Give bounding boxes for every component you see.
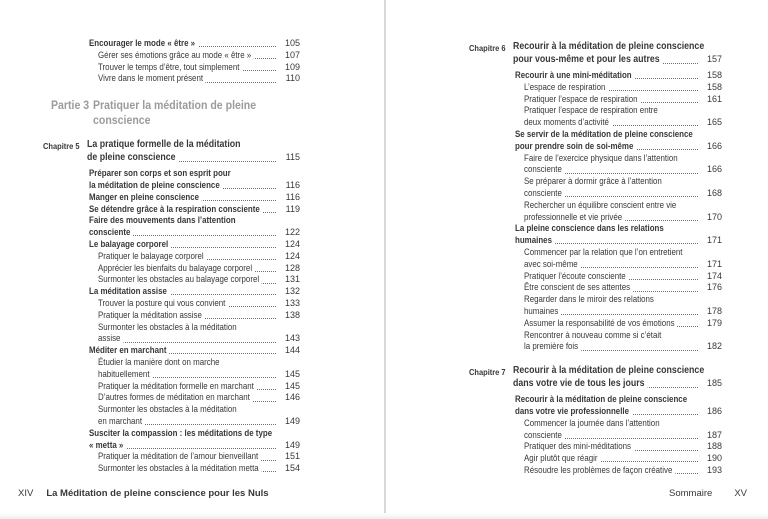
toc-line — [89, 204, 300, 216]
toc-line — [89, 192, 300, 204]
entry-text: humaines — [524, 306, 561, 318]
toc-line — [524, 153, 722, 165]
page-number: 131 — [282, 274, 300, 286]
toc-entry — [43, 215, 300, 239]
toc-right-column — [469, 40, 722, 477]
toc-entry — [469, 153, 722, 177]
toc-line — [524, 465, 722, 477]
page-number: 171 — [704, 235, 722, 247]
toc-entry — [469, 82, 722, 94]
toc-line — [89, 239, 300, 251]
entry-text: Commencer la journée dans l’attention — [524, 418, 662, 430]
toc-line — [89, 286, 300, 298]
toc-entry — [43, 73, 300, 85]
toc-entry — [43, 204, 300, 216]
page-number: 154 — [282, 463, 300, 475]
entry-text: Trouver la posture qui vous convient — [98, 298, 228, 310]
toc-line — [98, 463, 300, 475]
toc-line — [98, 62, 300, 74]
toc-entry — [43, 38, 300, 50]
page-number: 168 — [704, 188, 722, 200]
toc-entry — [469, 441, 722, 453]
entry-text: assise — [98, 333, 123, 345]
toc-line — [524, 105, 722, 117]
entry-text: L’espace de respiration — [524, 82, 608, 94]
toc-line — [98, 298, 300, 310]
entry-text: pour vous-même et pour les autres — [513, 53, 662, 66]
page-right — [384, 0, 768, 519]
toc-entry — [43, 322, 300, 346]
toc-line — [98, 310, 300, 322]
entry-text: consciente — [524, 188, 565, 200]
entry-text: Manger en pleine conscience — [89, 192, 202, 204]
footer-right — [669, 488, 747, 499]
entry-text: Gérer ses émotions grâce au mode « être » — [98, 50, 254, 62]
entry-text: Le balayage corporel — [89, 239, 171, 251]
page-number: 122 — [282, 227, 300, 239]
toc-line — [98, 451, 300, 463]
toc-line — [98, 50, 300, 62]
toc-entry — [43, 62, 300, 74]
toc-line — [89, 215, 300, 227]
entry-text: consciente — [89, 227, 133, 239]
toc-left-column — [43, 38, 300, 475]
toc-entry — [43, 50, 300, 62]
page-number: 124 — [282, 239, 300, 251]
toc-line — [87, 151, 300, 164]
toc-entry — [469, 70, 722, 82]
page-number: 145 — [282, 369, 300, 381]
page-number: 185 — [704, 377, 722, 390]
page-number: 132 — [282, 286, 300, 298]
toc-line — [524, 330, 722, 342]
entry-text: professionnelle et vie privée — [524, 212, 625, 224]
running-book-title: La Méditation de pleine conscience pour les Nuls — [46, 488, 269, 499]
toc-line — [515, 70, 722, 82]
toc-line — [515, 406, 722, 418]
toc-entry — [469, 271, 722, 283]
chapter-heading — [469, 40, 722, 66]
page-number: 110 — [283, 73, 300, 85]
page-number: 124 — [282, 251, 300, 263]
toc-entry — [43, 451, 300, 463]
entry-text: La méditation assise — [89, 286, 170, 298]
toc-line — [524, 341, 722, 353]
running-section-label: Sommaire — [669, 488, 713, 499]
toc-line — [98, 322, 300, 334]
toc-line — [98, 416, 300, 428]
toc-line — [87, 138, 300, 151]
page-number: 116 — [283, 192, 300, 204]
entry-text: Recourir à la méditation de pleine conscience — [513, 40, 707, 53]
toc-entry — [43, 298, 300, 310]
page-number: 158 — [704, 70, 722, 82]
toc-line — [98, 333, 300, 345]
page-number: 179 — [704, 318, 722, 330]
page-number: 128 — [282, 263, 300, 275]
entry-text: Pratiquer des mini-méditations — [524, 441, 634, 453]
toc-entry — [469, 394, 722, 418]
page-number: 193 — [704, 465, 722, 477]
entry-text: Pratiquer l’espace de respiration — [524, 94, 640, 106]
entry-text: Méditer en marchant — [89, 345, 169, 357]
entry-text: Se détendre grâce à la respiration consciente — [89, 204, 262, 216]
toc-entry — [43, 428, 300, 452]
page-number: 145 — [282, 381, 300, 393]
page-number: 174 — [704, 271, 722, 283]
toc-line — [524, 418, 722, 430]
toc-line — [524, 306, 722, 318]
toc-line — [513, 364, 722, 377]
toc-line — [524, 271, 722, 283]
page-number: 190 — [704, 453, 722, 465]
page-number: 166 — [704, 141, 722, 153]
entry-text: Faire de l’exercice physique dans l’attention — [524, 153, 680, 165]
toc-line — [89, 440, 300, 452]
entry-text: Surmonter les obstacles à la méditation — [98, 404, 239, 416]
page-number: 144 — [282, 345, 300, 357]
page-number: 157 — [704, 53, 722, 66]
page-number: 178 — [704, 306, 722, 318]
toc-entry — [43, 274, 300, 286]
toc-entry — [43, 251, 300, 263]
toc-line — [98, 251, 300, 263]
toc-line — [524, 200, 722, 212]
page-number: 107 — [282, 50, 300, 62]
page-number: 119 — [283, 204, 300, 216]
toc-line — [98, 73, 300, 85]
page-number: 187 — [704, 430, 722, 442]
entry-text: D’autres formes de méditation en marchant — [98, 392, 253, 404]
entry-text: pour prendre soin de soi-même — [515, 141, 636, 153]
toc-entry — [43, 404, 300, 428]
toc-line — [513, 377, 722, 390]
page-number: 116 — [283, 180, 300, 192]
toc-line — [93, 98, 300, 113]
toc-entry — [469, 418, 722, 442]
toc-entry — [469, 129, 722, 153]
toc-line — [524, 259, 722, 271]
toc-line — [515, 223, 722, 235]
toc-line — [524, 430, 722, 442]
page-bottom-shade — [0, 513, 768, 519]
page-number: 115 — [283, 151, 300, 164]
entry-text: Recourir à la méditation de pleine conscience — [515, 394, 690, 406]
toc-line — [524, 176, 722, 188]
entry-text: Vivre dans le moment présent — [98, 73, 206, 85]
toc-entry — [43, 357, 300, 381]
toc-line — [98, 369, 300, 381]
footer-left — [18, 488, 269, 499]
entry-text: habituellement — [98, 369, 152, 381]
toc-line — [89, 168, 300, 180]
entry-text: Surmonter les obstacles à la méditation metta — [98, 463, 261, 475]
entry-text: Surmonter les obstacles au balayage corporel — [98, 274, 262, 286]
toc-entry — [43, 381, 300, 393]
chapter-label: Chapitre 7 — [469, 367, 506, 378]
entry-text: Susciter la compassion : les méditations de type — [89, 428, 275, 440]
toc-line — [98, 381, 300, 393]
entry-text: Recourir à la méditation de pleine conscience — [513, 364, 707, 377]
page-number: 176 — [704, 282, 722, 294]
chapter-heading — [469, 364, 722, 390]
page-number: 146 — [282, 392, 300, 404]
entry-text: Faire des mouvements dans l’attention — [89, 215, 238, 227]
entry-text: Pratiquer l’écoute consciente — [524, 271, 628, 283]
toc-entry — [43, 345, 300, 357]
entry-text: Rechercher un équilibre conscient entre vie — [524, 200, 679, 212]
toc-line — [515, 141, 722, 153]
chapter-heading — [43, 138, 300, 164]
toc-line — [513, 40, 722, 53]
toc-line — [98, 392, 300, 404]
toc-line — [93, 113, 300, 128]
entry-text: Rencontrer à nouveau comme si c’était — [524, 330, 664, 342]
toc-entry — [469, 105, 722, 129]
page-number: 171 — [704, 259, 722, 271]
entry-text: humaines — [515, 235, 555, 247]
toc-entry — [469, 200, 722, 224]
toc-line — [524, 282, 722, 294]
entry-text: Encourager le mode « être » — [89, 38, 198, 50]
toc-entry — [469, 176, 722, 200]
toc-line — [524, 294, 722, 306]
entry-text: avec soi-même — [524, 259, 580, 271]
entry-text: dans votre vie professionnelle — [515, 406, 632, 418]
toc-line — [515, 129, 722, 141]
toc-line — [524, 117, 722, 129]
entry-text: Surmonter les obstacles à la méditation — [98, 322, 239, 334]
toc-line — [515, 235, 722, 247]
toc-line — [515, 394, 722, 406]
page-number: 166 — [704, 164, 722, 176]
entry-text: conscience — [93, 113, 153, 128]
toc-line — [89, 345, 300, 357]
toc-entry — [469, 223, 722, 247]
toc-line — [524, 94, 722, 106]
page-number: 161 — [704, 94, 722, 106]
entry-text: Résoudre les problèmes de façon créative — [524, 465, 675, 477]
entry-text: dans votre vie de tous les jours — [513, 377, 647, 390]
toc-line — [524, 441, 722, 453]
page-number: 186 — [704, 406, 722, 418]
entry-text: Étudier la manière dont on marche — [98, 357, 222, 369]
page-number: 143 — [282, 333, 300, 345]
toc-entry — [469, 294, 722, 318]
page-number: 182 — [704, 341, 722, 353]
toc-line — [98, 357, 300, 369]
entry-text: consciente — [524, 430, 565, 442]
toc-line — [524, 247, 722, 259]
page-number: 133 — [282, 298, 300, 310]
toc-entry — [469, 330, 722, 354]
toc-entry — [43, 239, 300, 251]
part-label: Partie 3 — [51, 98, 90, 113]
toc-entry — [469, 94, 722, 106]
toc-line — [98, 274, 300, 286]
toc-line — [524, 318, 722, 330]
entry-text: La pleine conscience dans les relations — [515, 223, 666, 235]
entry-text: La pratique formelle de la méditation — [87, 138, 243, 151]
entry-text: Pratiquer la méditation formelle en marchant — [98, 381, 256, 393]
toc-entry — [43, 192, 300, 204]
toc-entry — [469, 465, 722, 477]
entry-text: de pleine conscience — [87, 151, 178, 164]
page-number: 170 — [704, 212, 722, 224]
entry-text: Pratiquer la méditation assise — [98, 310, 205, 322]
entry-text: Être conscient de ses attentes — [524, 282, 633, 294]
toc-line — [524, 82, 722, 94]
toc-line — [89, 180, 300, 192]
entry-text: Préparer son corps et son esprit pour — [89, 168, 233, 180]
toc-line — [89, 38, 300, 50]
toc-entry — [43, 168, 300, 192]
entry-text: « metta » — [89, 440, 126, 452]
entry-text: Recourir à une mini-méditation — [515, 70, 634, 82]
page-number: 151 — [282, 451, 300, 463]
entry-text: Se servir de la méditation de pleine conscience — [515, 129, 695, 141]
entry-text: Se préparer à dormir grâce à l’attention — [524, 176, 664, 188]
toc-entry — [43, 392, 300, 404]
toc-entry — [43, 310, 300, 322]
toc-entry — [43, 263, 300, 275]
toc-entry — [43, 463, 300, 475]
entry-text: Pratiquer l’espace de respiration entre — [524, 105, 660, 117]
page-number: 165 — [704, 117, 722, 129]
toc-entry — [469, 282, 722, 294]
entry-text: Commencer par la relation que l’on entretient — [524, 247, 685, 259]
page-number: 149 — [282, 440, 300, 452]
page-number: 138 — [282, 310, 300, 322]
toc-line — [513, 53, 722, 66]
entry-text: Pratiquer la méditation de pleine — [93, 98, 259, 113]
entry-text: Pratiquer le balayage corporel — [98, 251, 206, 263]
page-number: 158 — [704, 82, 722, 94]
page-number: 109 — [282, 62, 300, 74]
toc-line — [89, 428, 300, 440]
page-number: 105 — [282, 38, 300, 50]
toc-line — [98, 404, 300, 416]
toc-line — [89, 227, 300, 239]
entry-text: Trouver le temps d’être, tout simplement — [98, 62, 242, 74]
chapter-label: Chapitre 5 — [43, 141, 80, 152]
entry-text: Pratiquer la méditation de l’amour bienveillant — [98, 451, 261, 463]
toc-line — [524, 188, 722, 200]
toc-line — [524, 453, 722, 465]
part-heading — [43, 98, 300, 128]
toc-line — [524, 212, 722, 224]
chapter-label: Chapitre 6 — [469, 43, 506, 53]
entry-text: Agir plutôt que réagir — [524, 453, 600, 465]
toc-entry — [469, 318, 722, 330]
page-number: 149 — [282, 416, 300, 428]
page-gutter-divider — [384, 0, 386, 519]
entry-text: en marchant — [98, 416, 145, 428]
entry-text: Apprécier les bienfaits du balayage corporel — [98, 263, 255, 275]
page-folio: XIV — [18, 488, 34, 499]
toc-line — [524, 164, 722, 176]
entry-text: consciente — [524, 164, 565, 176]
toc-entry — [469, 453, 722, 465]
entry-text: la première fois — [524, 341, 581, 353]
entry-text: Assumer la responsabilité de vos émotions — [524, 318, 677, 330]
entry-text: la méditation de pleine conscience — [89, 180, 222, 192]
page-number: 188 — [704, 441, 722, 453]
entry-text: Regarder dans le miroir des relations — [524, 294, 657, 306]
toc-entry — [43, 286, 300, 298]
page-folio: XV — [734, 488, 747, 499]
entry-text: deux moments d’activité — [524, 117, 612, 129]
toc-line — [98, 263, 300, 275]
toc-entry — [469, 247, 722, 271]
